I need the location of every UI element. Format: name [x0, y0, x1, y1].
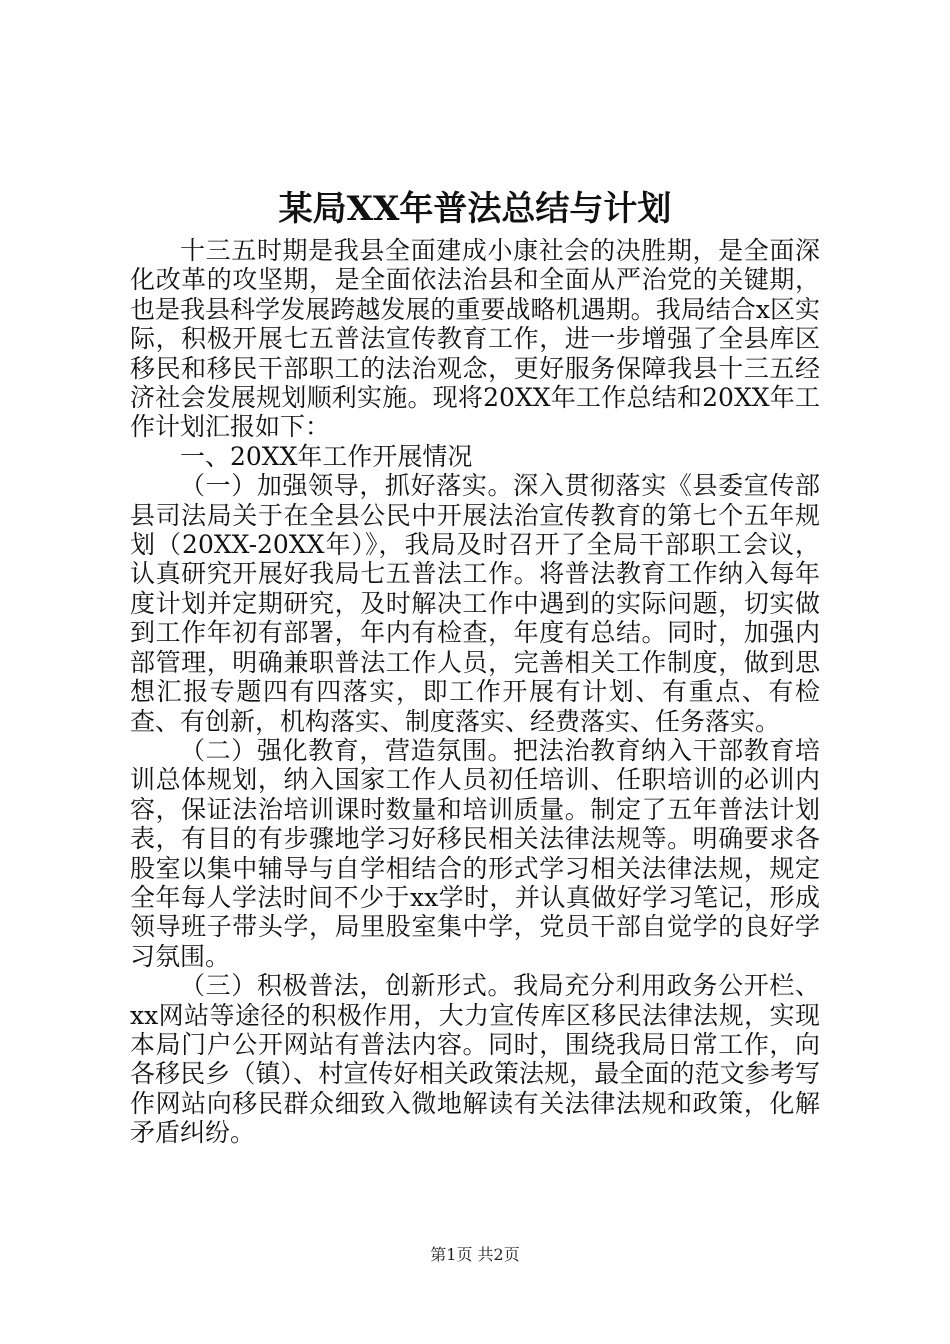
subsection-paragraph-1: （一）加强领导，抓好落实。深入贯彻落实《县委宣传部县司法局关于在全县公民中开展法治宣传教育的第七个五年规划（20XX-20XX年）》，我局及时召开了全局干部职工会议，认真研究开展好我局七五普法工作。将普法教育工作纳入每年度计划并定期研究，及时解决工作中遇到的实际问题，切实做到工作年初有部署，年内有检查，年度有总结。同时，加强内部管理，明确兼职普法工作人员，完善相关工作制度，做到思想汇报专题四有四落实，即工作开展有计划、有重点、有检查、有创新，机构落实、制度落实、经费落实、任务落实。 — [130, 471, 820, 736]
document-body — [130, 236, 820, 1148]
document-title: 某局XX年普法总结与计划 — [278, 189, 672, 229]
section-heading-1: 一、20XX年工作开展情况 — [180, 441, 473, 471]
subsection-paragraph-2: （二）强化教育，营造氛围。把法治教育纳入干部教育培训总体规划，纳入国家工作人员初任培训、任职培训的必训内容，保证法治培训课时数量和培训质量。制定了五年普法计划表，有目的有步骤地学习好移民相关法律法规等。明确要求各股室以集中辅导与自学相结合的形式学习相关法律法规，规定全年每人学法时间不少于xx学时，并认真做好学习笔记，形成领导班子带头学，局里股室集中学，党员干部自觉学的良好学习氛围。 — [130, 735, 820, 971]
subsection-paragraph-3: （三）积极普法，创新形式。我局充分利用政务公开栏、xx网站等途径的积极作用，大力宣传库区移民法律法规，实现本局门户公开网站有普法内容。同时，围绕我局日常工作，向各移民乡（镇）、村宣传好相关政策法规，最全面的范文参考写作网站向移民群众细致入微地解读有关法律法规和政策，化解矛盾纠纷。 — [130, 971, 820, 1148]
page-number-footer: 第1页 共2页 — [430, 1245, 520, 1264]
intro-paragraph: 十三五时期是我县全面建成小康社会的决胜期，是全面深化改革的攻坚期，是全面依法治县和全面从严治党的关键期，也是我县科学发展跨越发展的重要战略机遇期。我局结合x区实际，积极开展七五普法宣传教育工作，进一步增强了全县库区移民和移民干部职工的法治观念，更好服务保障我县十三五经济社会发展规划顺利实施。现将20XX年工作总结和20XX年工作计划汇报如下： — [130, 236, 820, 442]
